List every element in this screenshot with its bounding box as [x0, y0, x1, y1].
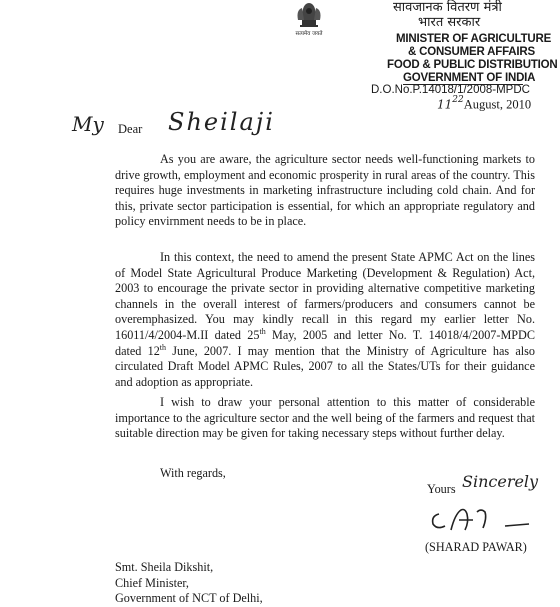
addressee-organization: Government of NCT of Delhi,: [115, 591, 263, 606]
addressee-title: Chief Minister,: [115, 575, 189, 590]
date-month-year: August, 2010: [463, 97, 532, 112]
body-paragraph-2-part-2: May, 2005 and letter No. T. 14018/4/2007-MPDC dated 12: [115, 327, 535, 358]
salutation-handwritten-name: Sheilaji: [168, 108, 275, 136]
date-handwritten-day-2: 22: [452, 95, 464, 105]
salutation-dear: Dear: [118, 122, 143, 136]
header-line-government: GOVERNMENT OF INDIA: [403, 72, 536, 84]
closing-handwritten-sincerely: Sincerely: [462, 472, 539, 491]
body-paragraph-3: I wish to draw your personal attention to this matter of considerable importance to the agriculture sector and the well being of the farmers and request that suitable direction may be given for taking necessary steps without further delay.: [115, 395, 535, 441]
reference-number: D.O.No.P.14018/1/2008-MPDC: [371, 84, 530, 96]
signature-scribble: [425, 500, 535, 538]
salutation-handwritten-prefix: My: [72, 112, 104, 136]
hindi-title-line2: भारत सरकार: [418, 15, 481, 30]
body-paragraph-2: [115, 250, 535, 390]
header-line-consumer-affairs: & CONSUMER AFFAIRS: [408, 46, 535, 58]
superscript-th-1: th: [259, 326, 266, 336]
signatory-name: (SHARAD PAWAR): [425, 540, 527, 554]
date-handwritten-day: 11: [437, 97, 453, 112]
closing-regards: With regards,: [160, 466, 226, 480]
body-paragraph-2-part-1: In this context, the need to amend the present State APMC Act on the lines of Model State Agricultural Produce Marketing (Development & Regulation) Act, 2003 to encourage the private sector in providing alternative competitive marketing channels in the overall interest of farmers/producers and consumers cannot be overemphasized. You may kindly recall in this regard my earlier letter No. 16011/4/2004-M.II dated 25: [115, 250, 535, 342]
superscript-th-2: th: [159, 342, 167, 352]
national-emblem-icon: [288, 0, 330, 38]
header-line-minister: MINISTER OF AGRICULTURE: [396, 33, 552, 45]
body-paragraph-1: As you are aware, the agriculture sector needs well-functioning markets to drive growth, employment and economic prosperity in rural areas of the country. This requires huge investments in marketing infrastructure including cold chain. And for this, private sector participation is essential, for which an appropriate regulatory and policy envirnment needs to be in place.: [115, 152, 535, 229]
hindi-title-line1: सावजानक वितरण मंत्री: [393, 0, 502, 15]
emblem-motto: सत्यमेव जयते: [295, 31, 323, 37]
body-paragraph-2-part-3: June, 2007. I may mention that the Ministry of Agriculture has also circulated Draft Model APMC Rules, 2007 to all the States/UTs for their guidance and adoption as appropriate.: [115, 343, 535, 389]
closing-yours: Yours: [427, 482, 456, 496]
letter-date: [437, 95, 531, 113]
header-line-food-distribution: FOOD & PUBLIC DISTRIBUTION: [387, 59, 558, 71]
addressee-name: Smt. Sheila Dikshit,: [115, 560, 214, 574]
